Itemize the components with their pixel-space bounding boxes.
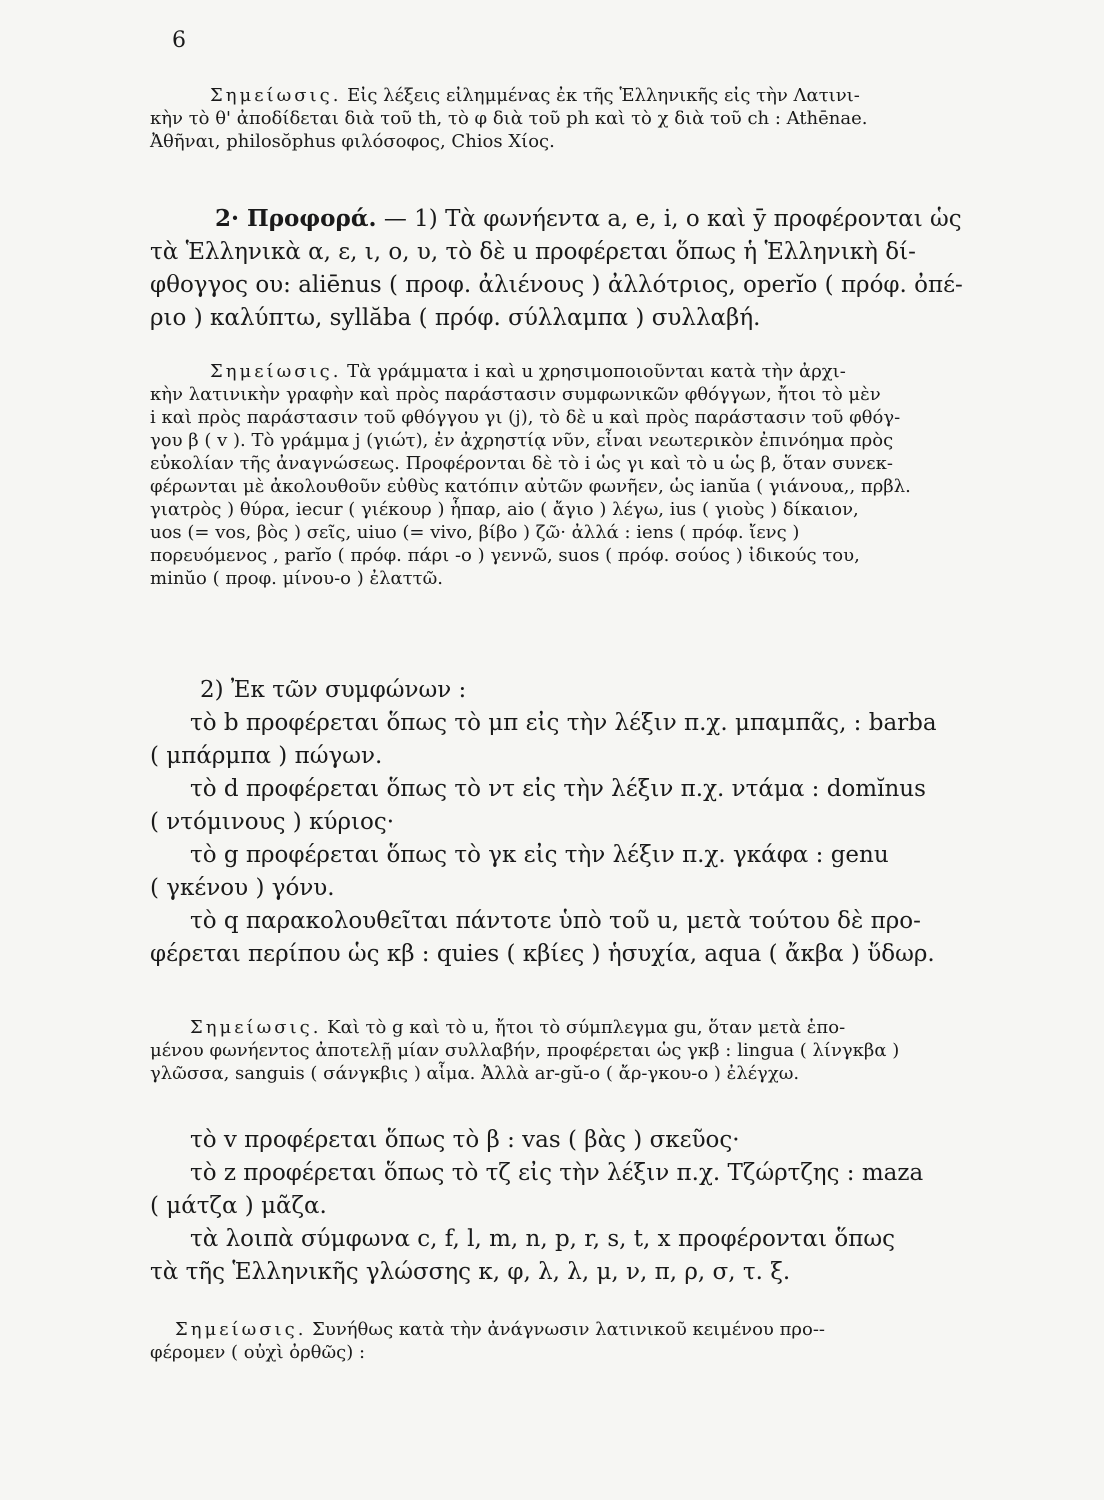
section-2-pronunciation	[150, 202, 1030, 335]
section-2-line-4: ριο ) καλύπτω, syllăba ( πρόφ. σύλλαμπα ) συλλαβή.	[150, 305, 761, 331]
consonant-b: τὸ b προφέρεται ὅπως τὸ μπ εἰς τὴν λέξιν π.χ. μπαμπᾶς, : barba	[190, 710, 937, 736]
consonant-z-cont: ( μάτζα ) μᾶζα.	[150, 1193, 327, 1219]
consonant-d: τὸ d προφέρεται ὅπως τὸ ντ εἰς τὴν λέξιν π.χ. ντάμα : domĭnus	[190, 776, 926, 802]
consonant-v: τὸ v προφέρεται ὅπως τὸ β : vas ( βὰς ) σκεῦος·	[190, 1127, 740, 1153]
note-3-line-1: Σημείωσις. Καὶ τὸ g καὶ τὸ u, ἤτοι τὸ σύμπλεγμα gu, ὅταν μετὰ ἑπο-	[150, 1016, 1030, 1039]
note-2-line-8: uos (= vos, βὸς ) σεῖς, uiuo (= vivo, βίβο ) ζῶ· ἀλλά : iens ( πρόφ. ἴενς )	[150, 522, 800, 543]
note-2	[150, 360, 1030, 590]
section-2-line-2: τὰ Ἑλληνικὰ α, ε, ι, ο, υ, τὸ δὲ u προφέρεται ὅπως ἡ Ἑλληνικὴ δί-	[150, 239, 916, 265]
note-4-line-1: Σημείωσις. Συνήθως κατὰ τὴν ἀνάγνωσιν λατινικοῦ κειμένου προ--	[150, 1318, 1030, 1341]
note-3	[150, 1016, 1030, 1085]
note-label: Σημείωσις.	[210, 361, 342, 382]
note-4-line-2: φέρομεν ( οὐχὶ ὀρθῶς) :	[150, 1342, 366, 1363]
consonant-g-cont: ( γκένου ) γόνυ.	[150, 875, 335, 901]
consonant-z: τὸ z προφέρεται ὅπως τὸ τζ εἰς τὴν λέξιν π.χ. Τζώρτζης : maza	[190, 1160, 924, 1186]
note-4	[150, 1318, 1030, 1364]
note-2-line-3: i καὶ πρὸς παράστασιν τοῦ φθόγγου γι (j), τὸ δὲ u καὶ πρὸς παράστασιν τοῦ φθόγ-	[150, 407, 901, 428]
note-2-line-9: πορευόμενος , parĭo ( πρόφ. πάρι -ο ) γεννῶ, suos ( πρόφ. σούος ) ἰδικούς του,	[150, 545, 860, 566]
note-2-line-10: minŭo ( προφ. μίνου-ο ) ἐλαττῶ.	[150, 568, 444, 589]
section-2-line-3: φθογγος ου: aliēnus ( προφ. ἀλιένους ) ἀλλότριος, operĭo ( πρόφ. ὀπέ-	[150, 272, 963, 298]
note-2-line-7: γιατρὸς ) θύρα, iecur ( γιέκουρ ) ἧπαρ, aio ( ἄγιο ) λέγω, ius ( γιοὺς ) δίκαιον,	[150, 499, 859, 520]
note-1	[150, 84, 1030, 153]
note-3-line-2: μένου φωνήεντος ἀποτελῇ μίαν συλλαβήν, προφέρεται ὡς γκβ : lingua ( λίνγκβα )	[150, 1040, 900, 1061]
consonant-b-cont: ( μπάρμπα ) πώγων.	[150, 743, 383, 769]
section-heading: 2· Προφορά.	[215, 205, 377, 232]
consonants-section	[150, 674, 1030, 971]
consonants-section-2	[150, 1124, 1030, 1289]
note-2-line-4: γου β ( v ). Τὸ γράμμα j (γιώτ), ἐν ἀχρηστίᾳ νῦν, εἶναι νεωτερικὸν ἐπινόημα πρὸς	[150, 430, 894, 451]
section-2-line-1: 2· Προφορά. — 1) Τὰ φωνήεντα a, e, i, o καὶ ȳ προφέρονται ὡς	[150, 202, 1030, 236]
note-1-line-3: Ἀθῆναι, philosŏphus φιλόσοφος, Chios Χίος.	[150, 131, 555, 152]
note-label: Σημείωσις.	[175, 1319, 307, 1340]
note-label: Σημείωσις.	[190, 1017, 322, 1038]
note-2-line-1: Σημείωσις. Τὰ γράμματα i καὶ u χρησιμοποιοῦνται κατὰ τὴν ἀρχι-	[150, 360, 1030, 383]
consonant-q-cont: φέρεται περίπου ὡς κβ : quies ( κβίες ) ἡσυχία, aqua ( ἄκβα ) ὕδωρ.	[150, 941, 935, 967]
note-3-line-3: γλῶσσα, sanguis ( σάνγκβις ) αἷμα. Ἀλλὰ ar-gŭ-o ( ἄρ-γκου-ο ) ἐλέγχω.	[150, 1063, 800, 1084]
other-consonants-cont: τὰ τῆς Ἑλληνικῆς γλώσσης κ, φ, λ, λ, μ, ν, π, ρ, σ, τ. ξ.	[150, 1259, 791, 1285]
consonant-g: τὸ g προφέρεται ὅπως τὸ γκ εἰς τὴν λέξιν π.χ. γκάφα : genu	[190, 842, 889, 868]
note-label: Σημείωσις.	[210, 85, 342, 106]
note-2-line-5: εὐκολίαν τῆς ἀναγνώσεως. Προφέρονται δὲ τὸ i ὡς γι καὶ τὸ u ὡς β, ὅταν συνεκ-	[150, 453, 893, 474]
note-1-line-2: κὴν τὸ θ' ἀποδίδεται διὰ τοῦ th, τὸ φ διὰ τοῦ ph καὶ τὸ χ διὰ τοῦ ch : Athēnae.	[150, 108, 868, 129]
note-2-line-2: κὴν λατινικὴν γραφὴν καὶ πρὸς παράστασιν συμφωνικῶν φθόγγων, ἤτοι τὸ μὲν	[150, 384, 881, 405]
consonant-q: τὸ q παρακολουθεῖται πάντοτε ὑπὸ τοῦ u, μετὰ τούτου δὲ προ-	[190, 908, 921, 934]
note-1-line-1: Σημείωσις. Εἰς λέξεις εἰλημμένας ἐκ τῆς Ἑλληνικῆς εἰς τὴν Λατινι-	[150, 84, 1030, 107]
consonant-d-cont: ( ντόμινους ) κύριος·	[150, 809, 395, 835]
other-consonants: τὰ λοιπὰ σύμφωνα c, f, l, m, n, p, r, s, t, x προφέρονται ὅπως	[190, 1226, 895, 1252]
consonants-intro: 2) Ἐκ τῶν συμφώνων :	[200, 677, 467, 703]
page-number: 6	[172, 28, 186, 53]
note-2-line-6: φέρωνται μὲ ἀκολουθοῦν εὐθὺς κατόπιν αὐτῶν φωνῆεν, ὡς ianŭa ( γιάνουα,, πρβλ.	[150, 476, 911, 497]
